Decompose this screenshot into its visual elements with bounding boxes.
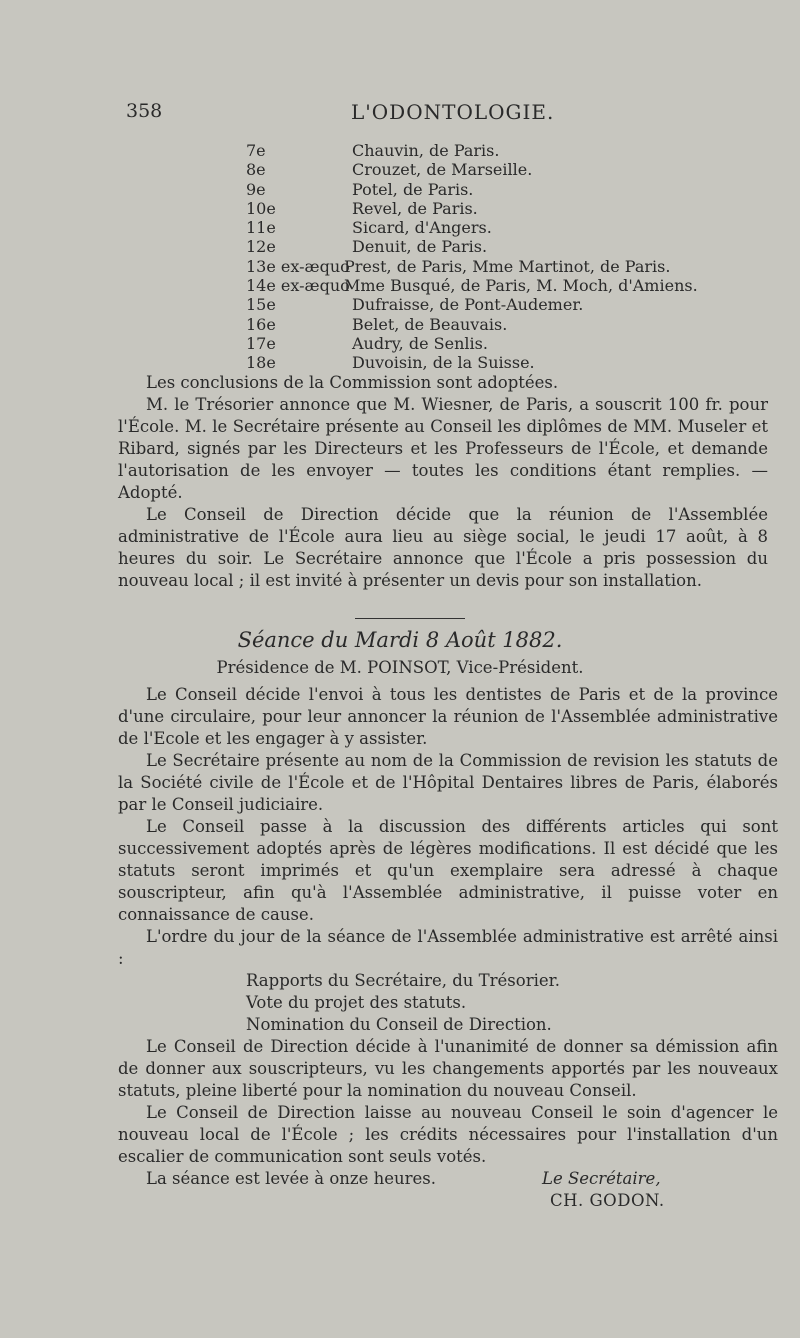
- ranking-name: Mme Busqué, de Paris, M. Moch, d'Amiens.: [344, 276, 698, 296]
- ranking-row: [246, 199, 726, 218]
- paragraph: Le Conseil de Direction décide que la réunion de l'Assemblée administrative de l'École aura lieu au siège social, le jeudi 17 août, à 8 heures du soir. Le Secrétaire annonce que l'École a pris possession du nouveau local ; il est invité à présenter un devis pour son installation.: [118, 505, 768, 590]
- paragraph: Le Conseil de Direction laisse au nouveau Conseil le soin d'agencer le nouveau local de l'École ; les crédits nécessaires pour l'installation d'un escalier de communication sont seuls votés.: [118, 1103, 778, 1166]
- agenda-item: Vote du projet des statuts.: [246, 993, 467, 1012]
- signature-title: Le Secrétaire,: [542, 1169, 661, 1188]
- ranking-rank: 8e: [246, 160, 266, 180]
- ranking-name: Denuit, de Paris.: [352, 237, 488, 257]
- ranking-name: Duvoisin, de la Suisse.: [352, 353, 535, 373]
- paragraph: Les conclusions de la Commission sont adoptées.: [146, 373, 559, 392]
- agenda-item: Nomination du Conseil de Direction.: [246, 1015, 552, 1034]
- ranking-name: Dufraisse, de Pont-Audemer.: [352, 295, 584, 315]
- ranking-name: Belet, de Beauvais.: [352, 314, 508, 334]
- agenda-item: Rapports du Secrétaire, du Trésorier.: [246, 971, 560, 990]
- running-title: L'ODONTOLOGIE.: [351, 100, 555, 124]
- ranking-name: Revel, de Paris.: [352, 198, 478, 218]
- page-number: 358: [126, 100, 163, 122]
- ranking-row: [246, 334, 726, 353]
- minutes-section-1: [118, 372, 768, 592]
- ranking-row: [246, 218, 726, 237]
- ranking-row: [246, 180, 726, 199]
- ranking-rank: 14e ex-æquo: [246, 276, 350, 296]
- agenda-list: [246, 970, 778, 1036]
- ranking-name: Crouzet, de Marseille.: [352, 160, 533, 180]
- signature-row: [118, 1190, 778, 1212]
- ranking-row: [246, 353, 726, 372]
- paragraph: Le Conseil décide l'envoi à tous les dentistes de Paris et de la province d'une circulaire, pour leur annoncer la réunion de l'Assemblée administrative de l'Ecole et les engager à y assister.: [118, 685, 778, 748]
- ranking-rank: 7e: [246, 141, 266, 160]
- ranking-name: Prest, de Paris, Mme Martinot, de Paris.: [344, 256, 671, 276]
- ranking-name: Audry, de Senlis.: [352, 333, 488, 353]
- ranking-name: Sicard, d'Angers.: [352, 218, 492, 238]
- ranking-row: [246, 295, 726, 314]
- closing-row: [118, 1168, 778, 1190]
- ranking-row: [246, 257, 726, 276]
- paragraph: Le Conseil de Direction décide à l'unanimité de donner sa démission afin de donner aux souscripteurs, vu les changements apportés par les nouveaux statuts, pleine liberté pour la nomination du nouveau Conseil.: [118, 1037, 778, 1100]
- ranking-rank: 15e: [246, 295, 276, 315]
- signature-name: CH. GODON.: [550, 1191, 665, 1210]
- ranking-row: [246, 315, 726, 334]
- ranking-rank: 11e: [246, 218, 276, 238]
- ranking-rank: 16e: [246, 314, 276, 334]
- ranking-row: [246, 276, 726, 295]
- paragraph: L'ordre du jour de la séance de l'Assemblée administrative est arrêté ainsi :: [118, 927, 778, 968]
- ranking-rank: 17e: [246, 333, 276, 353]
- ranking-rank: 10e: [246, 198, 276, 218]
- seance-title: Séance du Mardi 8 Août 1882.: [237, 628, 563, 652]
- ranking-rank: 18e: [246, 353, 276, 373]
- ranking-row: [246, 237, 726, 256]
- ranking-row: [246, 160, 726, 179]
- ranking-rank: 13e ex-æquo: [246, 256, 350, 276]
- paragraph: Le Conseil passe à la discussion des différents articles qui sont successivement adoptés après de légères modifications. Il est décidé que les statuts seront imprimés et qu'un exemplaire sera adressé à chaque souscripteur, afin qu'à l'Assemblée administrative, il puisse voter en connaissance de cause.: [118, 817, 778, 924]
- paragraph: Le Secrétaire présente au nom de la Commission de revision les statuts de la Société civile de l'École et de l'Hôpital Dentaires libres de Paris, élaborés par le Conseil judiciaire.: [118, 751, 778, 814]
- ranking-name: Potel, de Paris.: [352, 179, 474, 199]
- page-header: [126, 100, 786, 130]
- minutes-section-2: [118, 684, 778, 1212]
- seance-presidence: Présidence de M. POINSOT, Vice-Président.: [216, 658, 584, 677]
- closing-line: La séance est levée à onze heures.: [146, 1169, 436, 1188]
- ranking-rank: 9e: [246, 179, 266, 199]
- ranking-rank: 12e: [246, 237, 276, 257]
- ranking-row: [246, 141, 726, 160]
- ranking-list: [246, 141, 726, 373]
- section-divider: [355, 618, 465, 619]
- ranking-name: Chauvin, de Paris.: [352, 141, 500, 160]
- paragraph: M. le Trésorier annonce que M. Wiesner, de Paris, a souscrit 100 fr. pour l'École. M. le Secrétaire présente au Conseil les diplômes de MM. Museler et Ribard, signés par les Directeurs et les Professeurs de l'École, et demande l'autorisation de les envoyer — toutes les conditions étant remplies. — Adopté.: [118, 395, 768, 502]
